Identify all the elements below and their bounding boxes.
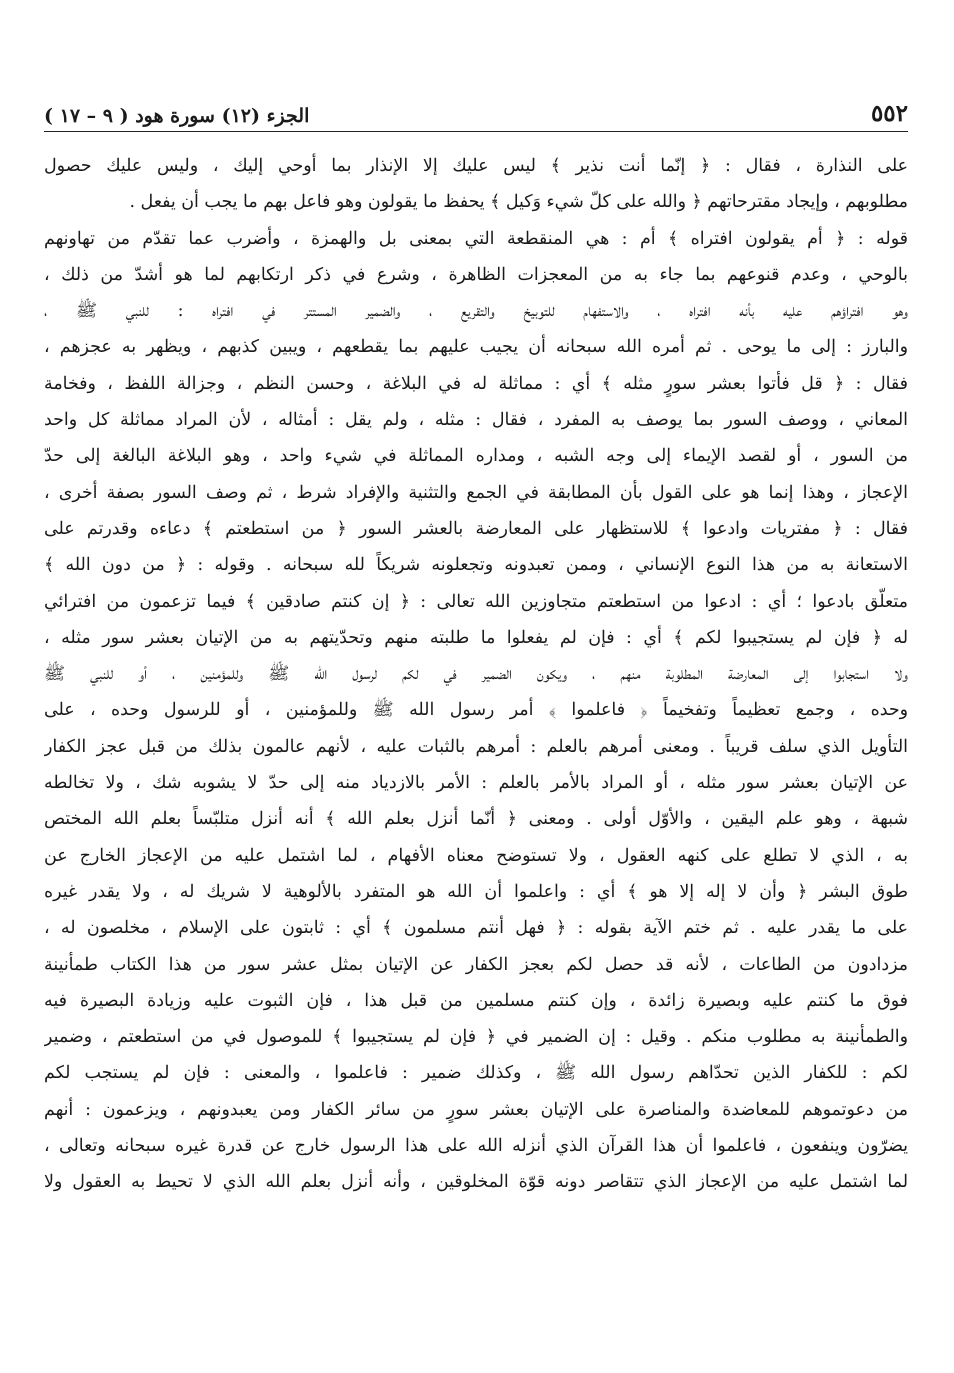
page-number: ٥٥٢: [870, 100, 908, 127]
running-title: الجزء (١٢) سورة هود ( ٩ – ١٧ ): [44, 105, 310, 127]
text-line: والبارز : إلى ما يوحى . ثم أمره الله سبحانه أن يجيب عليهم بما يقطعهم ، ويبين كذبهم ، ويظهر به عجزهم ،: [44, 337, 908, 358]
text-line: له ﴿ فإن لم يستجيبوا لكم ﴾ أي : فإن لم يفعلوا ما طلبته منهم وتحدّيتهم به من الإتيان بعشر سور مثله ،: [44, 627, 908, 648]
text-line: التأويل الذي سلف قريباً . ومعنى أمرهم بالعلم : أمرهم بالثبات عليه ، لأنهم عالمون بذلك من قبل عجز الكفار: [44, 736, 908, 757]
text-line: من دعوتموهم للمعاضدة والمناصرة على الإتيان بعشر سورٍ من سائر الكفار ومن يعبدونهم ، ويزعمون : أنهم: [44, 1099, 908, 1120]
text-line: قوله : ﴿ أم يقولون افتراه ﴾ أم : هي المنقطعة التي بمعنى بل والهمزة ، وأضرب عما تقدّم من تهاونهم: [44, 228, 908, 249]
text-line: على ما يقدر عليه . ثم ختم الآية بقوله : ﴿ فهل أنتم مسلمون ﴾ أي : ثابتون على الإسلام ، مخلصون له ،: [44, 918, 908, 939]
text-line: فقال : ﴿ قل فأتوا بعشر سورٍ مثله ﴾ أي : مماثلة له في البلاغة ، وحسن النظم ، وجزالة اللفظ ، وفخامة: [44, 373, 908, 394]
text-line: وهو افتراؤهم عليه بأنه افتراه ، والاستفهام للتوبيخ والتقريع ، والضمير المستتر في افتراه : للنبي ﷺ ،: [44, 301, 908, 322]
text-line: من السور ، أو لقصد الإيماء إلى وجه الشبه ، ومداره المماثلة في شيء واحد ، وهو البلاغة البالغة إلى حدّ: [44, 446, 908, 467]
text-line: وحده ، وجمع تعظيماً وتفخيماً ﴿ فاعلموا ﴾ أمر رسول الله ﷺ وللمؤمنين ، أو للرسول وحده ، على: [44, 700, 908, 721]
text-line: عن الإتيان بعشر سور مثله ، أو المراد بالأمر بالعلم : الأمر بالازدياد منه إلى حدّ لا يشوبه شك ، ولا تخالطه: [44, 773, 908, 794]
text-line: فقال : ﴿ مفتريات وادعوا ﴾ للاستظهار على المعارضة بالعشر السور ﴿ من استطعتم ﴾ دعاءه وقدرتم على: [44, 518, 908, 539]
text-line: على النذارة ، فقال : ﴿ إنّما أنت نذير ﴾ ليس عليك إلا الإنذار بما أوحي إليك ، وليس عليك حصول: [44, 156, 908, 176]
body-text: [44, 148, 908, 1201]
text-line: الاستعانة به من هذا النوع الإنساني ، وممن تعبدونه وتجعلونه شريكاً لله سبحانه . وقوله : ﴿ من دون الله ﴾: [44, 555, 908, 576]
text-line: المعاني ، ووصف السور بما يوصف به المفرد ، فقال : مثله ، ولم يقل : أمثاله ، لأن المراد مماثلة كل واحد: [44, 410, 908, 431]
text-line: به ، الذي لا تطلع على كنهه العقول ، ولا تستوضح معناه الأفهام ، لما اشتمل عليه من الإعجاز الخارج عن: [44, 845, 908, 866]
text-line: متعلّق بادعوا ؛ أي : ادعوا من استطعتم متجاوزين الله تعالى : ﴿ إن كنتم صادقين ﴾ فيما تزعمون من افترائي: [44, 591, 908, 612]
text-line: يضرّون وينفعون ، فاعلموا أن هذا القرآن الذي أنزله الله على هذا الرسول خارج عن قدرة غيره سبحانه وتعالى ،: [44, 1136, 908, 1157]
text-line: شبهة ، وهو علم اليقين ، والأوّل أولى . ومعنى ﴿ أنّما أنزل بعلم الله ﴾ أنه أنزل متلبّساً بعلم الله المختص: [44, 809, 908, 830]
text-line: بالوحي ، وعدم قنوعهم بما جاء به من المعجزات الظاهرة ، وشرع في ذكر ارتكابهم لما هو أشدّ من ذلك ،: [44, 264, 908, 285]
text-line: الإعجاز ، وهذا إنما هو على القول بأن المطابقة في الجمع والتثنية والإفراد شرط ، ثم وصف السور بصفة أخرى ،: [44, 482, 908, 503]
text-line: لكم : للكفار الذين تحدّاهم رسول الله ﷺ ، وكذلك ضمير : فاعلموا ، والمعنى : فإن لم يستجب لكم: [44, 1063, 908, 1084]
text-line: مزدادون من الطاعات ، لأنه قد حصل لكم بعجز الكفار عن الإتيان بمثل عشر سور من هذا الكتاب طمأنينة: [44, 954, 908, 975]
text-line: فوق ما كنتم عليه وبصيرة زائدة ، وإن كنتم مسلمين من قبل هذا ، فإن الثبوت عليه وزيادة البصيرة فيه: [44, 990, 908, 1011]
page-header: [44, 98, 908, 132]
text-line: والطمأنينة به مطلوب منكم . وقيل : إن الضمير في ﴿ فإن لم يستجيبوا ﴾ للموصول في من استطعتم ، وضمير: [44, 1027, 908, 1048]
text-line: ولا استجابوا إلى المعارضة المطلوبة منهم ، ويكون الضمير في لكم لرسول الله ﷺ وللمؤمنين ، أو للنبي ﷺ: [44, 664, 908, 685]
text-line: لما اشتمل عليه من الإعجاز الذي تتقاصر دونه قوّة المخلوقين ، وأنه أنزل بعلم الله الذي لا تحيط به العقول ولا: [44, 1172, 908, 1193]
text-line: مطلوبهم ، وإيجاد مقترحاتهم ﴿ والله على كلّ شيء وَكيل ﴾ يحفظ ما يقولون وهو فاعل بهم ما يجب أن يفعل .: [129, 192, 908, 213]
text-line: طوق البشر ﴿ وأن لا إله إلا هو ﴾ أي : واعلموا أن الله هو المتفرد بالألوهية لا شريك له ، ولا يقدر غيره: [44, 881, 908, 902]
